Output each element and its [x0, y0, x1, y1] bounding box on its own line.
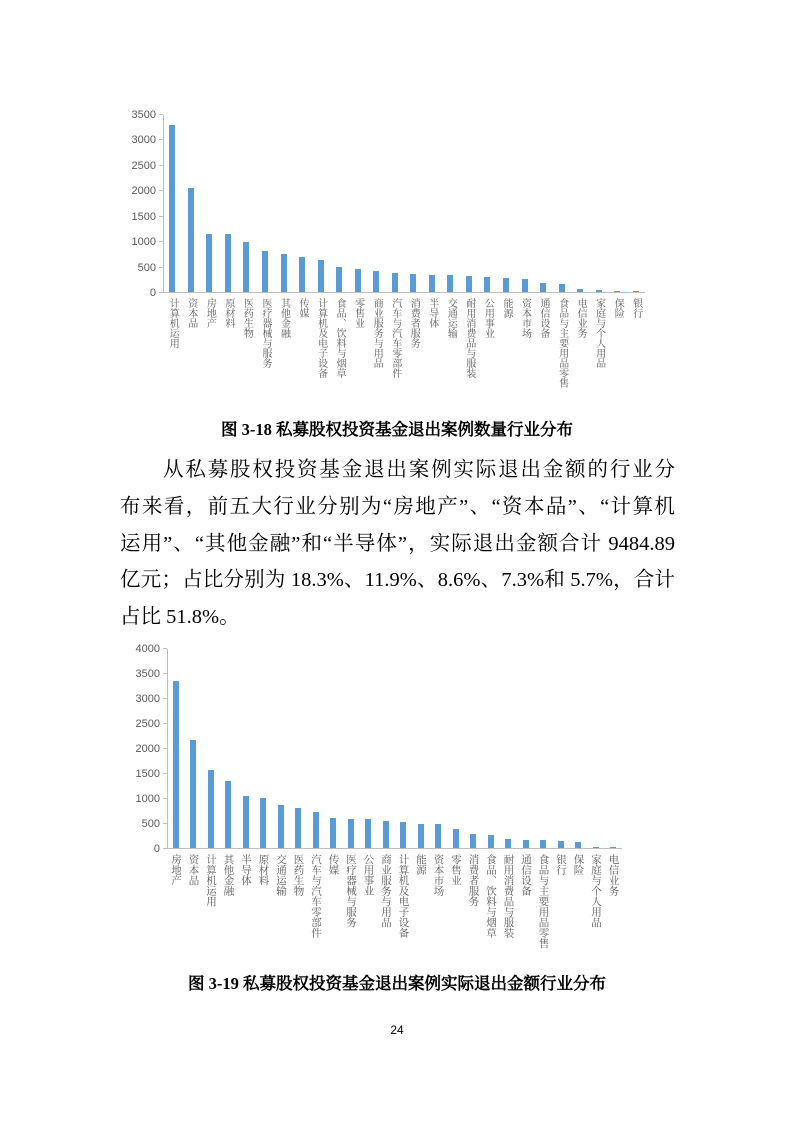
- y-tick-mark: [159, 165, 163, 166]
- body-paragraph: [120, 452, 675, 636]
- y-tick-mark: [163, 673, 167, 674]
- bar-24: [575, 842, 581, 848]
- category-label-25: 保险: [612, 298, 624, 318]
- bar-23: [577, 289, 583, 292]
- y-tick-mark: [163, 748, 167, 749]
- category-label-20: 资本市场: [519, 298, 531, 338]
- category-label-5: 医药生物: [241, 298, 253, 338]
- category-label-24: 保险: [572, 854, 585, 875]
- category-label-14: 消费者服务: [408, 298, 420, 348]
- y-tick-mark: [159, 241, 163, 242]
- category-label-10: 食品、饮料与烟草: [334, 298, 346, 378]
- bar-4: [225, 781, 231, 848]
- category-label-19: 能源: [500, 298, 512, 318]
- category-label-4: 其他金融: [222, 854, 235, 896]
- bar-1: [173, 681, 179, 848]
- y-tick-mark: [159, 216, 163, 217]
- y-tick-mark: [163, 723, 167, 724]
- paragraph-line: 从私募股权投资基金退出案例实际退出金额的行业分: [163, 459, 675, 481]
- category-label-19: 食品、饮料与烟草: [485, 854, 497, 938]
- y-tick-label: 1000: [131, 236, 156, 249]
- bar-7: [281, 254, 287, 292]
- bar-8: [299, 257, 305, 292]
- category-label-10: 传媒: [327, 854, 340, 875]
- bar-5: [243, 242, 249, 292]
- bar-23: [558, 841, 564, 848]
- y-tick-label: 1500: [135, 768, 160, 780]
- bar-14: [400, 822, 406, 848]
- y-tick-mark: [159, 267, 163, 268]
- category-label-22: 食品与主要用品零售: [537, 854, 550, 949]
- category-label-26: 电信业务: [607, 854, 620, 896]
- category-label-6: 原材料: [257, 854, 270, 886]
- paragraph-line: 运用”、“其他金融”和“半导体”，实际退出金额合计 9484.89: [120, 532, 675, 555]
- category-label-15: 能源: [415, 854, 427, 875]
- category-label-7: 其他金融: [278, 298, 290, 338]
- bar-26: [633, 291, 639, 292]
- y-tick-label: 3500: [135, 668, 160, 680]
- y-tick-label: 0: [153, 843, 160, 855]
- bar-3: [208, 770, 214, 848]
- bar-17: [453, 829, 459, 848]
- category-label-7: 交通运输: [275, 854, 287, 896]
- bar-14: [410, 274, 416, 292]
- category-label-18: 消费者服务: [467, 854, 480, 907]
- bar-19: [503, 278, 509, 292]
- plot-area: [163, 115, 645, 293]
- bar-9: [313, 812, 319, 848]
- y-tick-mark: [163, 823, 167, 824]
- bar-5: [243, 796, 249, 848]
- category-label-12: 商业服务与用品: [371, 298, 383, 368]
- category-label-25: 家庭与个人用品: [590, 854, 602, 928]
- category-label-8: 传媒: [297, 298, 309, 318]
- category-label-23: 银行: [555, 854, 567, 875]
- bar-25: [614, 291, 620, 292]
- bar-13: [383, 821, 389, 848]
- bar-24: [596, 290, 602, 292]
- bar-10: [336, 267, 342, 292]
- bar-15: [418, 824, 424, 848]
- bar-9: [318, 260, 324, 292]
- category-label-21: 通信设备: [538, 298, 550, 338]
- bar-11: [355, 269, 361, 292]
- y-tick-mark: [159, 114, 163, 115]
- bar-12: [365, 819, 371, 848]
- bar-3: [206, 234, 212, 292]
- bar-16: [447, 275, 453, 292]
- bar-20: [522, 279, 528, 292]
- y-tick-label: 2000: [131, 185, 156, 198]
- bar-22: [559, 284, 565, 292]
- y-tick-mark: [163, 648, 167, 649]
- bar-18: [470, 834, 476, 848]
- bar-4: [225, 234, 231, 292]
- bar-12: [373, 271, 379, 292]
- category-label-12: 公用事业: [362, 854, 375, 896]
- category-label-22: 食品与主要用品零售: [556, 298, 568, 388]
- category-label-11: 零售业: [352, 298, 364, 328]
- bar-18: [484, 277, 490, 292]
- y-tick-label: 2500: [135, 718, 160, 730]
- bar-19: [488, 835, 494, 848]
- category-label-11: 医疗器械与服务: [345, 854, 357, 928]
- bar-21: [540, 283, 546, 292]
- y-tick-mark: [163, 698, 167, 699]
- category-label-4: 原材料: [222, 298, 234, 328]
- y-tick-label: 2500: [131, 159, 156, 172]
- category-label-13: 汽车与汽车零部件: [389, 298, 401, 378]
- y-tick-mark: [159, 190, 163, 191]
- category-label-21: 通信设备: [520, 854, 532, 896]
- y-tick-label: 3000: [135, 693, 160, 705]
- y-tick-mark: [159, 292, 163, 293]
- y-tick-label: 2000: [135, 743, 160, 755]
- plot-area: [167, 649, 622, 849]
- category-label-20: 耐用消费品与服装: [502, 854, 515, 938]
- category-label-9: 汽车与汽车零部件: [310, 854, 322, 938]
- bar-26: [610, 847, 616, 848]
- y-tick-mark: [163, 798, 167, 799]
- y-tick-label: 500: [137, 261, 156, 274]
- y-tick-label: 0: [149, 287, 156, 299]
- category-label-18: 公用事业: [482, 298, 494, 338]
- paragraph-line: 亿元；占比分别为 18.3%、11.9%、8.6%、7.3%和 5.7%，合计: [120, 569, 675, 592]
- category-label-13: 商业服务与用品: [380, 854, 392, 928]
- category-label-6: 医疗器械与服务: [259, 298, 271, 368]
- bar-25: [593, 847, 599, 848]
- category-label-1: 房地产: [170, 854, 182, 886]
- y-tick-mark: [163, 773, 167, 774]
- bar-7: [278, 805, 284, 848]
- category-label-23: 电信业务: [575, 298, 587, 338]
- category-label-2: 资本品: [185, 298, 197, 328]
- figure-caption: 图 3-18 私募股权投资基金退出案例数量行业分布: [221, 420, 573, 439]
- paragraph-line: 占比 51.8%。: [120, 606, 240, 628]
- bar-8: [295, 808, 301, 848]
- category-label-1: 计算机运用: [167, 298, 179, 348]
- y-tick-label: 3500: [131, 109, 156, 121]
- bar-20: [505, 839, 511, 848]
- bar-11: [348, 819, 354, 848]
- category-label-15: 半导体: [426, 298, 438, 328]
- y-tick-mark: [159, 139, 163, 140]
- category-label-17: 零售业: [450, 854, 462, 886]
- page-number: 24: [390, 1023, 404, 1037]
- category-label-26: 银行: [630, 298, 642, 318]
- category-label-17: 耐用消费品与服装: [463, 298, 475, 378]
- bar-16: [435, 824, 441, 848]
- y-tick-label: 1500: [131, 210, 156, 223]
- bar-13: [392, 273, 398, 292]
- y-tick-label: 3000: [131, 134, 156, 147]
- category-label-24: 家庭与个人用品: [593, 298, 605, 368]
- category-label-9: 计算机及电子设备: [315, 298, 327, 378]
- bar-22: [540, 840, 546, 848]
- category-label-3: 房地产: [204, 298, 216, 328]
- bar-6: [262, 251, 268, 292]
- category-label-3: 计算机运用: [205, 854, 217, 907]
- bar-6: [260, 798, 266, 848]
- y-tick-mark: [163, 848, 167, 849]
- bar-21: [523, 840, 529, 848]
- category-label-14: 计算机及电子设备: [397, 854, 410, 938]
- bar-15: [429, 275, 435, 292]
- y-tick-label: 1000: [135, 793, 160, 805]
- category-label-8: 医药生物: [292, 854, 305, 896]
- bar-1: [169, 125, 175, 292]
- y-tick-label: 4000: [135, 643, 160, 655]
- category-label-16: 交通运输: [445, 298, 457, 338]
- category-label-2: 资本品: [187, 854, 200, 886]
- category-label-5: 半导体: [240, 854, 252, 886]
- bar-2: [188, 188, 194, 292]
- bar-17: [466, 276, 472, 292]
- bar-10: [330, 818, 336, 848]
- paragraph-line: 布来看，前五大行业分别为“房地产”、“资本品”、“计算机: [120, 495, 675, 518]
- y-tick-label: 500: [141, 818, 160, 830]
- category-label-16: 资本市场: [432, 854, 445, 896]
- bar-2: [190, 740, 196, 848]
- figure-caption: 图 3-19 私募股权投资基金退出案例实际退出金额行业分布: [188, 974, 606, 993]
